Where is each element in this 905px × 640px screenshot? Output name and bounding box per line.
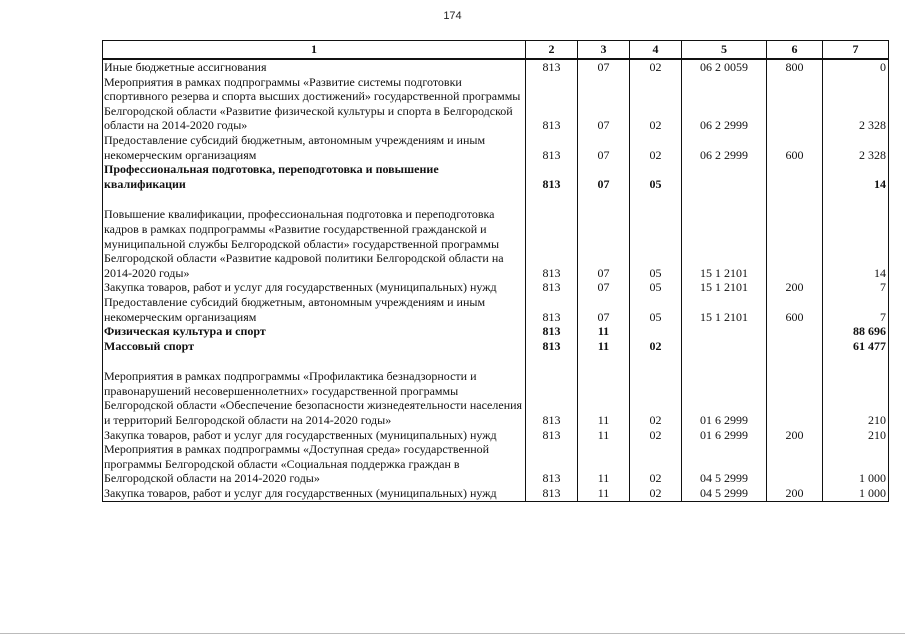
column-header: 4	[630, 41, 682, 60]
target-article-cell	[682, 162, 767, 191]
target-article-cell: 06 2 2999	[682, 75, 767, 133]
amount-cell: 14	[823, 191, 889, 280]
section-code-cell: 11	[578, 486, 630, 501]
row-name-cell: Предоставление субсидий бюджетным, автономным учреждениям и иным некомерческим организациям	[103, 295, 526, 324]
table-row	[103, 339, 889, 354]
table-row	[103, 428, 889, 443]
amount-cell: 7	[823, 295, 889, 324]
section-code-cell: 07	[578, 295, 630, 324]
expense-type-cell	[767, 442, 823, 486]
section-code-cell: 11	[578, 324, 630, 339]
subsection-code-cell: 02	[630, 133, 682, 162]
target-article-cell: 01 6 2999	[682, 353, 767, 427]
expense-type-cell	[767, 191, 823, 280]
ministry-code-cell: 813	[526, 442, 578, 486]
amount-cell: 210	[823, 428, 889, 443]
budget-table	[102, 40, 889, 502]
table-row	[103, 324, 889, 339]
table-row	[103, 162, 889, 191]
column-header: 3	[578, 41, 630, 60]
ministry-code-cell: 813	[526, 353, 578, 427]
row-name-cell: Мероприятия в рамках подпрограммы «Профилактика безнадзорности и правонарушений несовершеннолетних» государственной программы Белгородской области «Обеспечение безопасности жизнедеятельности населения и территорий Белгородской области на 2014-2020 годы»	[103, 353, 526, 427]
section-code-cell: 11	[578, 353, 630, 427]
amount-cell: 14	[823, 162, 889, 191]
target-article-cell: 15 1 2101	[682, 280, 767, 295]
subsection-code-cell: 02	[630, 59, 682, 75]
target-article-cell: 04 5 2999	[682, 486, 767, 501]
expense-type-cell: 200	[767, 486, 823, 501]
ministry-code-cell: 813	[526, 191, 578, 280]
column-header: 1	[103, 41, 526, 60]
amount-cell: 61 477	[823, 339, 889, 354]
column-header: 2	[526, 41, 578, 60]
expense-type-cell	[767, 339, 823, 354]
expense-type-cell: 600	[767, 295, 823, 324]
subsection-code-cell: 05	[630, 295, 682, 324]
subsection-code-cell: 05	[630, 162, 682, 191]
amount-cell: 1 000	[823, 486, 889, 501]
table-row	[103, 59, 889, 75]
expense-type-cell: 800	[767, 59, 823, 75]
subsection-code-cell	[630, 324, 682, 339]
section-code-cell: 11	[578, 339, 630, 354]
table-row	[103, 133, 889, 162]
row-name-cell: Профессиональная подготовка, переподготовка и повышение квалификации	[103, 162, 526, 191]
ministry-code-cell: 813	[526, 133, 578, 162]
table-header-row	[103, 41, 889, 60]
table-row	[103, 295, 889, 324]
subsection-code-cell: 02	[630, 75, 682, 133]
scan-edge-line	[0, 633, 905, 634]
row-name-cell: Повышение квалификации, профессиональная подготовка и переподготовка кадров в рамках подпрограммы «Развитие государственной гражданской и муниципальной службы Белгородской области» государственной программы Белгородской области «Развитие кадровой политики Белгородской области на 2014-2020 годы»	[103, 191, 526, 280]
ministry-code-cell: 813	[526, 295, 578, 324]
subsection-code-cell: 05	[630, 280, 682, 295]
row-name-cell: Массовый спорт	[103, 339, 526, 354]
expense-type-cell	[767, 162, 823, 191]
ministry-code-cell: 813	[526, 324, 578, 339]
row-name-cell: Иные бюджетные ассигнования	[103, 59, 526, 75]
subsection-code-cell: 02	[630, 353, 682, 427]
row-name-cell: Закупка товаров, работ и услуг для государственных (муниципальных) нужд	[103, 486, 526, 501]
subsection-code-cell: 02	[630, 486, 682, 501]
subsection-code-cell: 02	[630, 442, 682, 486]
row-name-cell: Закупка товаров, работ и услуг для государственных (муниципальных) нужд	[103, 280, 526, 295]
amount-cell: 1 000	[823, 442, 889, 486]
amount-cell: 210	[823, 353, 889, 427]
target-article-cell: 15 1 2101	[682, 295, 767, 324]
subsection-code-cell: 02	[630, 339, 682, 354]
target-article-cell: 04 5 2999	[682, 442, 767, 486]
section-code-cell: 07	[578, 59, 630, 75]
table-row	[103, 442, 889, 486]
table-row	[103, 75, 889, 133]
expense-type-cell: 200	[767, 280, 823, 295]
section-code-cell: 07	[578, 191, 630, 280]
ministry-code-cell: 813	[526, 339, 578, 354]
table-row	[103, 353, 889, 427]
ministry-code-cell: 813	[526, 75, 578, 133]
ministry-code-cell: 813	[526, 280, 578, 295]
row-name-cell: Физическая культура и спорт	[103, 324, 526, 339]
expense-type-cell	[767, 324, 823, 339]
amount-cell: 0	[823, 59, 889, 75]
subsection-code-cell: 02	[630, 428, 682, 443]
amount-cell: 7	[823, 280, 889, 295]
expense-type-cell	[767, 75, 823, 133]
row-name-cell: Закупка товаров, работ и услуг для государственных (муниципальных) нужд	[103, 428, 526, 443]
section-code-cell: 11	[578, 428, 630, 443]
amount-cell: 2 328	[823, 75, 889, 133]
ministry-code-cell: 813	[526, 486, 578, 501]
ministry-code-cell: 813	[526, 428, 578, 443]
expense-type-cell: 200	[767, 428, 823, 443]
column-header: 6	[767, 41, 823, 60]
subsection-code-cell: 05	[630, 191, 682, 280]
section-code-cell: 07	[578, 133, 630, 162]
target-article-cell: 15 1 2101	[682, 191, 767, 280]
table-row	[103, 486, 889, 501]
section-code-cell: 07	[578, 162, 630, 191]
row-name-cell: Мероприятия в рамках подпрограммы «Доступная среда» государственной программы Белгородской области «Социальная поддержка граждан в Белгородской области на 2014-2020 годы»	[103, 442, 526, 486]
section-code-cell: 11	[578, 442, 630, 486]
table-row	[103, 191, 889, 280]
column-header: 5	[682, 41, 767, 60]
ministry-code-cell: 813	[526, 59, 578, 75]
expense-type-cell: 600	[767, 133, 823, 162]
ministry-code-cell: 813	[526, 162, 578, 191]
row-name-cell: Мероприятия в рамках подпрограммы «Развитие системы подготовки спортивного резерва и спорта высших достижений» государственной программы Белгородской области «Развитие физической культуры и спорта в Белгородской области на 2014-2020 годы»	[103, 75, 526, 133]
expense-type-cell	[767, 353, 823, 427]
target-article-cell	[682, 324, 767, 339]
column-header: 7	[823, 41, 889, 60]
amount-cell: 88 696	[823, 324, 889, 339]
target-article-cell: 01 6 2999	[682, 428, 767, 443]
target-article-cell	[682, 339, 767, 354]
section-code-cell: 07	[578, 75, 630, 133]
section-code-cell: 07	[578, 280, 630, 295]
table-row	[103, 280, 889, 295]
amount-cell: 2 328	[823, 133, 889, 162]
table-body	[103, 59, 889, 501]
target-article-cell: 06 2 2999	[682, 133, 767, 162]
row-name-cell: Предоставление субсидий бюджетным, автономным учреждениям и иным некомерческим организациям	[103, 133, 526, 162]
target-article-cell: 06 2 0059	[682, 59, 767, 75]
page-number: 174	[443, 10, 462, 22]
